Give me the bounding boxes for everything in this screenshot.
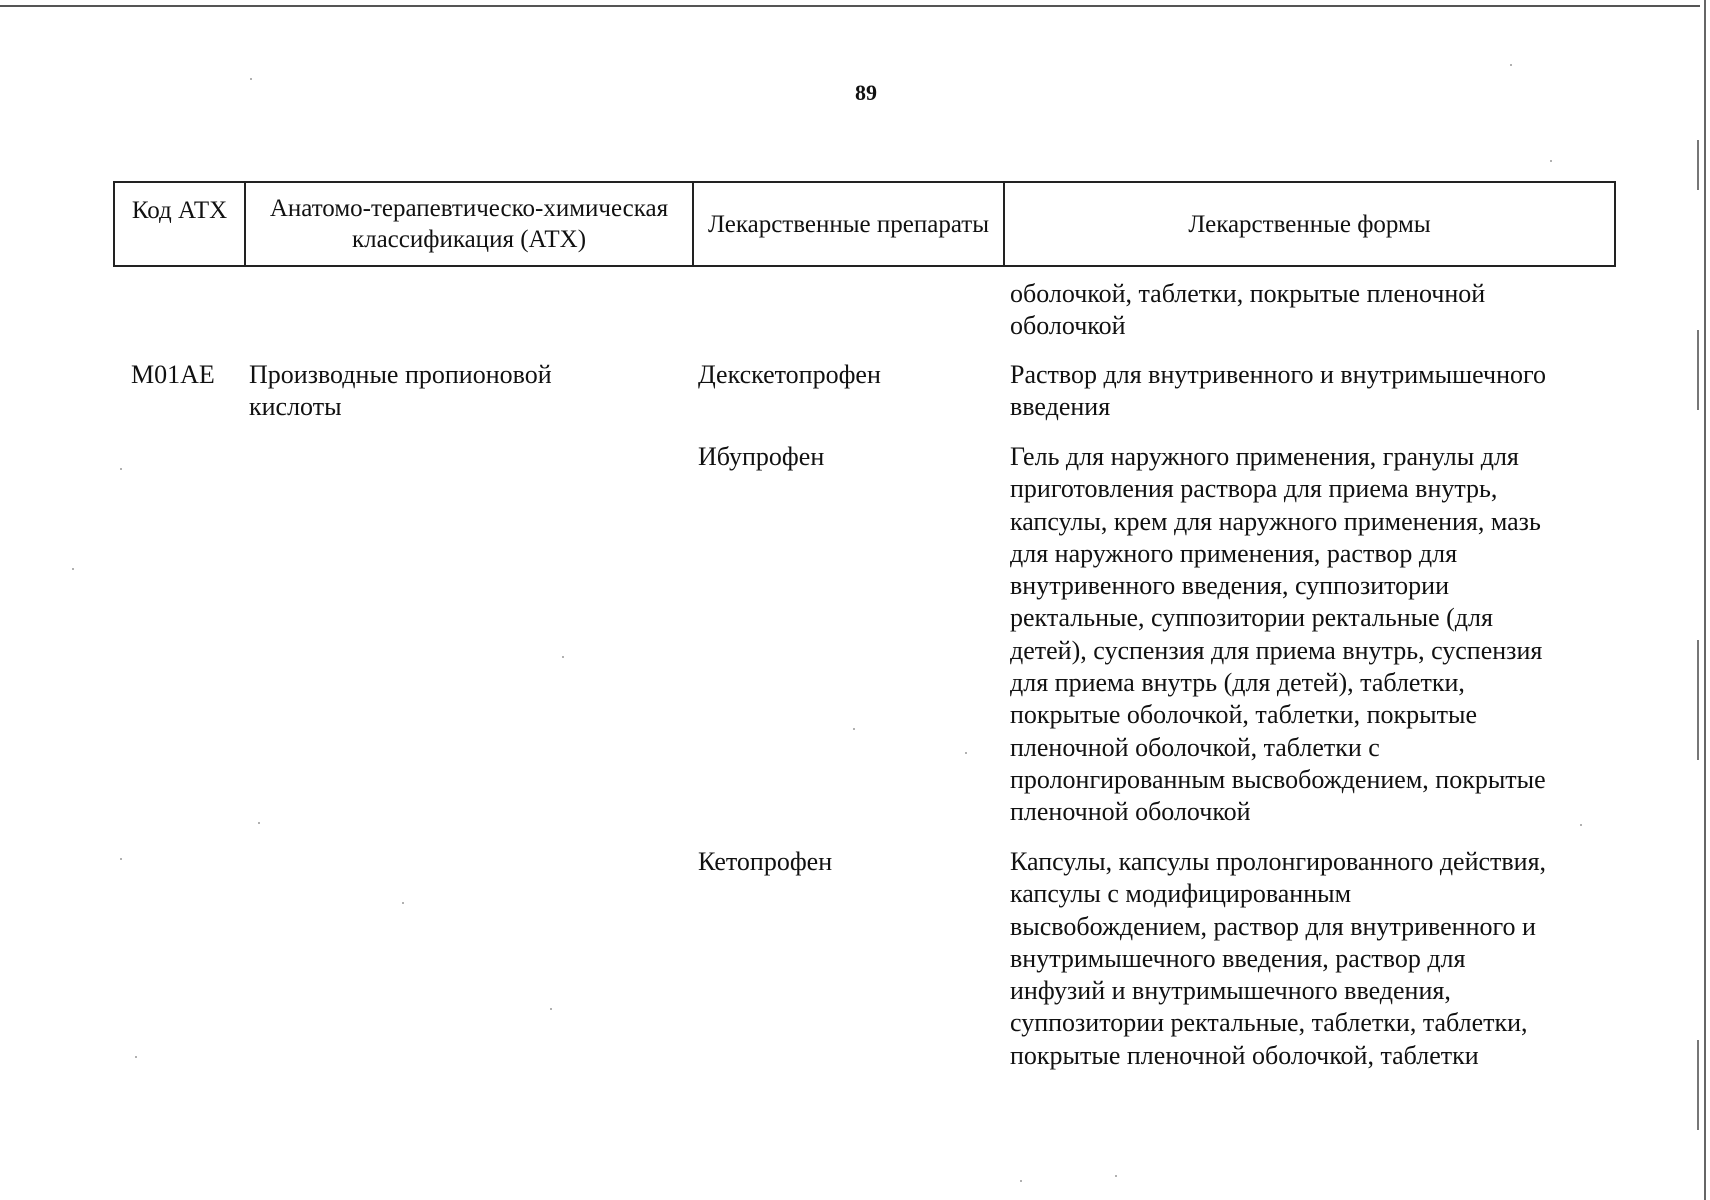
scan-top-border: [0, 0, 1700, 7]
scan-speck: [965, 752, 967, 754]
scan-right-border: [1704, 0, 1706, 1200]
scan-speck: [120, 468, 122, 470]
scan-speck: [72, 568, 74, 570]
scan-speck: [258, 822, 260, 824]
scan-speck: [853, 728, 855, 730]
scan-speck: [550, 1008, 552, 1010]
scan-edge-mark: [1697, 140, 1699, 190]
scan-speck: [1020, 1180, 1022, 1182]
drug-name: Кетопрофен: [698, 847, 833, 876]
drug-name: Ибупрофен: [698, 442, 825, 471]
scan-speck: [562, 656, 564, 658]
page-number: 89: [855, 80, 877, 105]
scan-speck: [1550, 160, 1552, 162]
header-atx-classification: Анатомо-терапевтическо-химическая классификация (АТХ): [246, 183, 694, 265]
scan-speck: [120, 858, 122, 860]
scan-speck: [402, 902, 404, 904]
dosage-forms: Капсулы, капсулы пролонгированного действия, капсулы с модифицированным высвобождением, раствор для внутривенного и внутримышечного введения, раствор для инфузий и внутримышечного введения, суппозитории ректальные, таблетки, таблетки, покрытые пленочной оболочкой, таблетки: [1010, 847, 1547, 1070]
scan-speck: [250, 78, 252, 80]
scan-speck: [1580, 824, 1582, 826]
atx-code: M01AE: [131, 360, 215, 389]
atx-classification: Производные пропионовой кислоты: [249, 360, 552, 422]
drug-name: Декскетопрофен: [698, 360, 881, 389]
scan-speck: [1115, 1175, 1117, 1177]
header-drugs: Лекарственные препараты: [694, 183, 1005, 265]
continued-dosage-forms: оболочкой, таблетки, покрытые пленочной оболочкой: [1010, 279, 1486, 341]
header-code-atx: Код АТХ: [115, 183, 246, 265]
scan-speck: [135, 1056, 137, 1058]
dosage-forms: Раствор для внутривенного и внутримышечного введения: [1010, 360, 1546, 422]
header-dosage-forms: Лекарственные формы: [1188, 210, 1431, 238]
scan-edge-mark: [1697, 1040, 1699, 1130]
scan-edge-mark: [1697, 330, 1699, 410]
scan-speck: [1510, 64, 1512, 66]
scan-edge-mark: [1697, 640, 1699, 760]
dosage-forms: Гель для наружного применения, гранулы для приготовления раствора для приема внутрь, капсулы, крем для наружного применения, мазь для наружного применения, раствор для внутривенного введения, суппозитории ректальные, суппозитории ректальные (для детей), суспензия для приема внутрь, суспензия для приема внутрь (для детей), таблетки, покрытые оболочкой, таблетки, покрытые пленочной оболочкой, таблетки с пролонгированным высвобождением, покрытые пленочной оболочкой: [1010, 442, 1546, 827]
table-header: [113, 181, 1616, 267]
